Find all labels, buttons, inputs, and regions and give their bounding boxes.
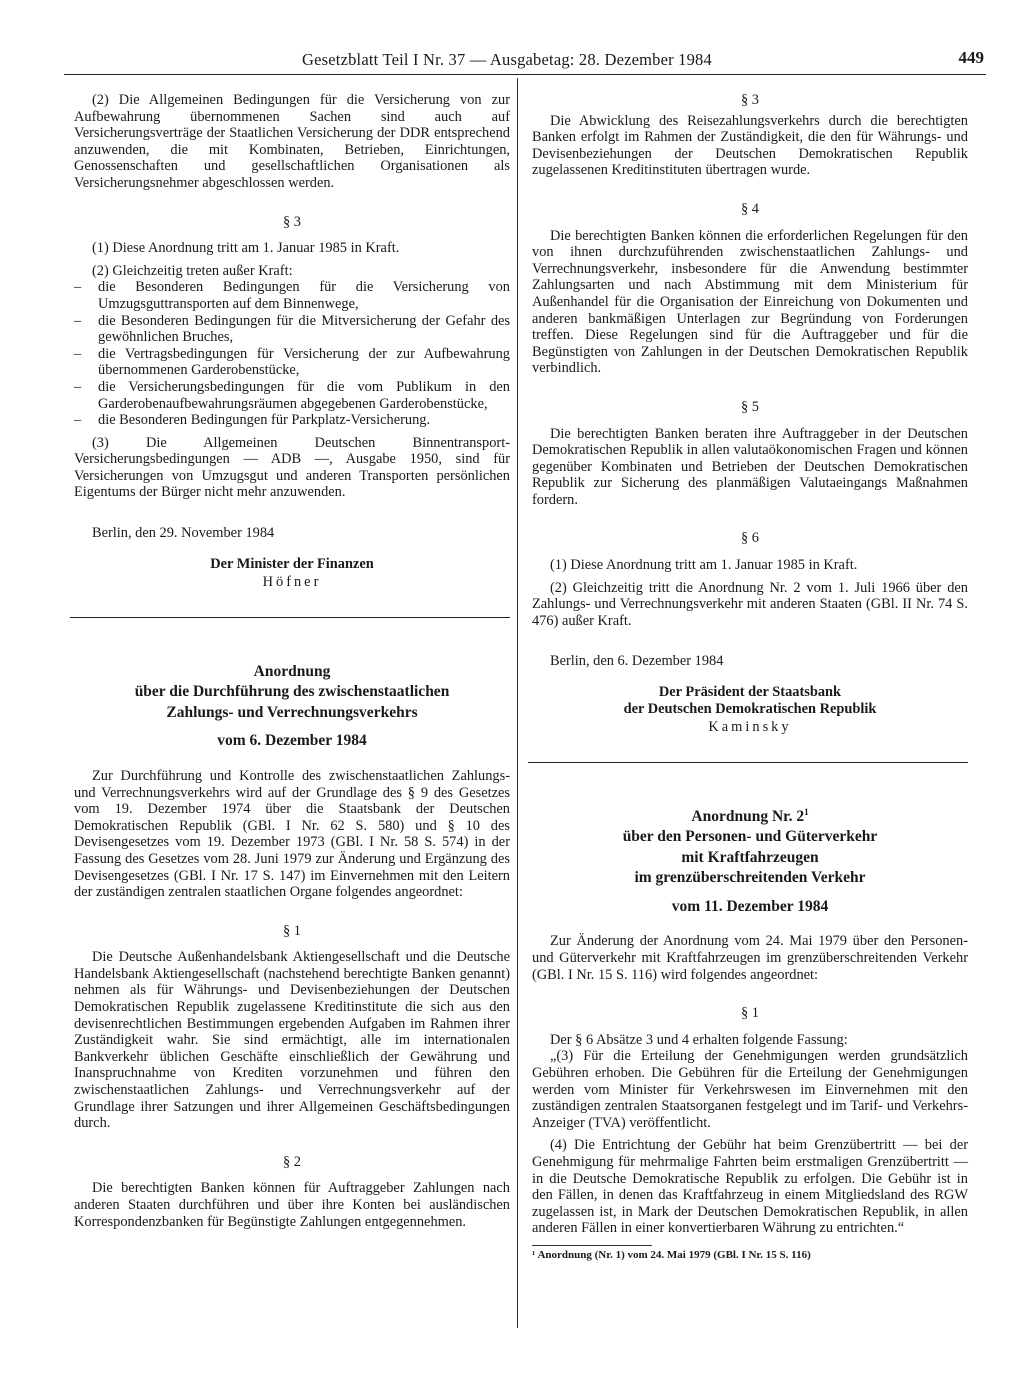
page-header bbox=[0, 46, 1024, 76]
section-heading: § 3 bbox=[283, 213, 301, 230]
title-line: im grenzüberschreitenden Verkehr bbox=[634, 869, 866, 887]
quoted-paragraph: „(3) Für die Erteilung der Genehmigungen werden grundsätzlich Gebühren erhoben. Die Gebühren für die Erteilung der Genehmigungen werden vom Minister für Verkehrswesen im Einvernehmen mit den zuständigen zentralen Staatsorganen festgelegt und im Tarif- und Verkehrs-Anzeiger (TVA) veröffentlicht. bbox=[532, 1048, 968, 1131]
list-item: – die Vertragsbedingungen für Versicherung der zur Aufbewahrung übernommenen Garderobenstücke, bbox=[98, 346, 510, 379]
section-heading: § 6 bbox=[741, 530, 759, 547]
footnote: ¹ Anordnung (Nr. 1) vom 24. Mai 1979 (GBl. I Nr. 15 S. 116) bbox=[532, 1248, 811, 1261]
quoted-paragraph: (4) Die Entrichtung der Gebühr hat beim Grenzübertritt — bei der Genehmigung für mehrmalige Fahrten beim erstmaligen Grenzübertritt — in die Deutsche Demokratische Republik zu erfolgen. Die Gebühr ist in den Fällen, in denen das Kraftfahrzeug in einem Mitgliedsland des RGW zugelassen ist, in Mark der Deutschen Demokratischen Republik, in allen anderen Fällen in einer konvertierbaren Währung zu entrichten.“ bbox=[532, 1137, 968, 1237]
dash-list bbox=[74, 279, 510, 428]
signer-title: Der Minister der Finanzen bbox=[210, 555, 374, 572]
signer-name: Höfner bbox=[262, 574, 322, 591]
title-text: Anordnung Nr. 2 bbox=[691, 807, 805, 825]
title-line: Anordnung bbox=[253, 662, 331, 680]
title-line: über den Personen- und Güterverkehr bbox=[622, 828, 878, 846]
column-divider bbox=[517, 78, 518, 1328]
paragraph: (1) Diese Anordnung tritt am 1. Januar 1985 in Kraft. bbox=[92, 240, 400, 257]
signer-name: Kaminsky bbox=[708, 719, 792, 736]
paragraph: Die berechtigten Banken können die erforderlichen Regelungen für den von ihnen durchzuführenden zwischenstaatlichen Zahlungs- und Verrechnungsverkehr, insbesondere für die Anwendung bestimmter Zahlungsarten und nach Abstimmung mit dem Ministerium für Außenhandel für die Organisation der Einreichung von Dokumenten und anderen bankmäßigen Unterlagen zur Begründung von Forderungen treffen. Diese Regelungen sind für die Auftraggeber und für die Begünstigten von Zahlungen in der Deutschen Demokratischen Republik verbindlich. bbox=[532, 227, 968, 377]
section-heading: § 4 bbox=[741, 200, 759, 217]
paragraph: (1) Diese Anordnung tritt am 1. Januar 1985 in Kraft. bbox=[550, 557, 858, 574]
title-line: Zahlungs- und Verrechnungsverkehrs bbox=[166, 703, 418, 721]
title-line bbox=[532, 807, 968, 828]
signer-title: Der Präsident der Staatsbank bbox=[658, 684, 842, 701]
title-line: über die Durchführung des zwischenstaatlichen bbox=[134, 683, 450, 701]
paragraph: Die berechtigten Banken können für Auftraggeber Zahlungen nach anderen Staaten durchführen und über ihre Konten bei ausländischen Korrespondenzbanken für Begünstigte Zahlungen entgegennehmen. bbox=[74, 1180, 510, 1230]
footnote-rule bbox=[532, 1245, 652, 1246]
section-heading: § 1 bbox=[283, 922, 301, 939]
ordinance-title bbox=[74, 662, 510, 724]
paragraph: Die Abwicklung des Reisezahlungsverkehrs durch die berechtigten Banken erfolgt im Rahmen der Zuständigkeit, die den für Währungs- und Devisenbeziehungen der Deutschen Demokratischen Republik zugelassenen Kreditinstituten übertragen wurde. bbox=[532, 112, 968, 179]
section-heading: § 5 bbox=[741, 398, 759, 415]
gazette-title: Gesetzblatt Teil I Nr. 37 — Ausgabetag: 28. Dezember 1984 bbox=[302, 50, 712, 69]
paragraph: (2) Gleichzeitig tritt die Anordnung Nr. 2 vom 1. Juli 1966 über den Zahlungs- und Verrechnungsverkehr mit anderen Staaten (GBl. II Nr. 74 S. 476) außer Kraft. bbox=[532, 579, 968, 629]
section-rule bbox=[528, 762, 968, 763]
right-column bbox=[532, 92, 968, 1262]
paragraph: (2) Gleichzeitig treten außer Kraft: bbox=[92, 262, 293, 279]
section-heading: § 1 bbox=[741, 1005, 759, 1022]
paragraph: Zur Änderung der Anordnung vom 24. Mai 1979 über den Personen- und Güterverkehr mit Kraftfahrzeugen im grenzüberschreitenden Verkehr (GBl. I Nr. 15 S. 116) wird folgendes angeordnet: bbox=[532, 933, 968, 983]
list-item: – die Besonderen Bedingungen für die Versicherung von Umzugsguttransporten auf dem Binnenwege, bbox=[98, 279, 510, 312]
left-column bbox=[74, 92, 510, 1236]
place-date: Berlin, den 29. November 1984 bbox=[92, 525, 275, 542]
header-rule bbox=[64, 74, 986, 75]
ordinance-title bbox=[532, 807, 968, 889]
paragraph: (3) Die Allgemeinen Deutschen Binnentransport-Versicherungsbedingungen — ADB —, Ausgabe 1950, sind für Versicherungen von Umzugsgut und anderen Transporten persönlichen Eigentums der Bürger nicht mehr anzuwenden. bbox=[74, 434, 510, 501]
list-item: – die Besonderen Bedingungen für Parkplatz-Versicherung. bbox=[98, 412, 510, 429]
paragraph: Der § 6 Absätze 3 und 4 erhalten folgende Fassung: bbox=[550, 1031, 848, 1048]
title-line: mit Kraftfahrzeugen bbox=[681, 848, 819, 866]
paragraph: Zur Durchführung und Kontrolle des zwischenstaatlichen Zahlungs- und Verrechnungsverkehrs wird auf der Grundlage des § 9 des Gesetzes vom 19. Dezember 1974 über die Staatsbank der Deutschen Demokratischen Republik (GBl. I Nr. 62 S. 580) und § 10 des Devisengesetzes vom 19. Dezember 1973 (GBl. I Nr. 58 S. 574) in der Fassung des Gesetzes vom 28. Juni 1979 zur Änderung und Ergänzung des Devisengesetzes (GBl. I Nr. 17 S. 147) im Einvernehmen mit den Leitern der zuständigen zentralen staatlichen Organe folgendes angeordnet: bbox=[74, 767, 510, 901]
footnote-marker: 1 bbox=[804, 806, 809, 817]
list-item: – die Besonderen Bedingungen für die Mitversicherung der Gefahr des gewöhnlichen Bruches, bbox=[98, 313, 510, 346]
paragraph: (2) Die Allgemeinen Bedingungen für die Versicherung von zur Aufbewahrung übernommenen Sachen sind auch auf Versicherungsverträge der Staatlichen Versicherung der DDR entsprechend anzuwenden, die mit Kombinaten, Betrieben, Einrichtungen, Genossenschaften und gesellschaftlichen Organisationen als Versicherungsnehmer abgeschlossen werden. bbox=[74, 92, 510, 191]
ordinance-date: vom 6. Dezember 1984 bbox=[217, 732, 367, 750]
ordinance-date: vom 11. Dezember 1984 bbox=[671, 897, 829, 915]
list-item: – die Versicherungsbedingungen für die vom Publikum in den Garderobenaufbewahrungsräumen abgegebenen Garderobenstücke, bbox=[98, 379, 510, 412]
section-rule bbox=[70, 617, 510, 618]
section-heading: § 3 bbox=[741, 92, 759, 108]
signer-title: der Deutschen Demokratischen Republik bbox=[623, 700, 877, 717]
paragraph: Die berechtigten Banken beraten ihre Auftraggeber in der Deutschen Demokratischen Republik in allen valutaökonomischen Fragen und können gegenüber Kombinaten und Betrieben der Deutschen Demokratischen Republik zur Sicherung des planmäßigen Valutaeingangs Maßnahmen fordern. bbox=[532, 425, 968, 508]
place-date: Berlin, den 6. Dezember 1984 bbox=[550, 653, 724, 670]
page-number: 449 bbox=[958, 48, 984, 67]
section-heading: § 2 bbox=[283, 1153, 301, 1170]
paragraph: Die Deutsche Außenhandelsbank Aktiengesellschaft und die Deutsche Handelsbank Aktiengesellschaft (nachstehend berechtigte Banken genannt) nehmen als für Währungs- und Devisenbeziehungen der Deutschen Demokratischen Republik zugelassene Kreditinstitute die sich aus den devisenrechtlichen Bestimmungen ergebenden Aufgaben im Rahmen ihrer Zuständigkeit wahr. Sie sind ermächtigt, alle im internationalen Bankverkehr üblichen Geschäfte einschließlich der Gewährung und Inanspruchnahme von Krediten vorzunehmen und führen den zwischenstaatlichen Zahlungs- und Verrechnungsverkehr auf der Grundlage ihrer Satzungen und ihrer Allgemeinen Geschäftsbedingungen durch. bbox=[74, 949, 510, 1132]
